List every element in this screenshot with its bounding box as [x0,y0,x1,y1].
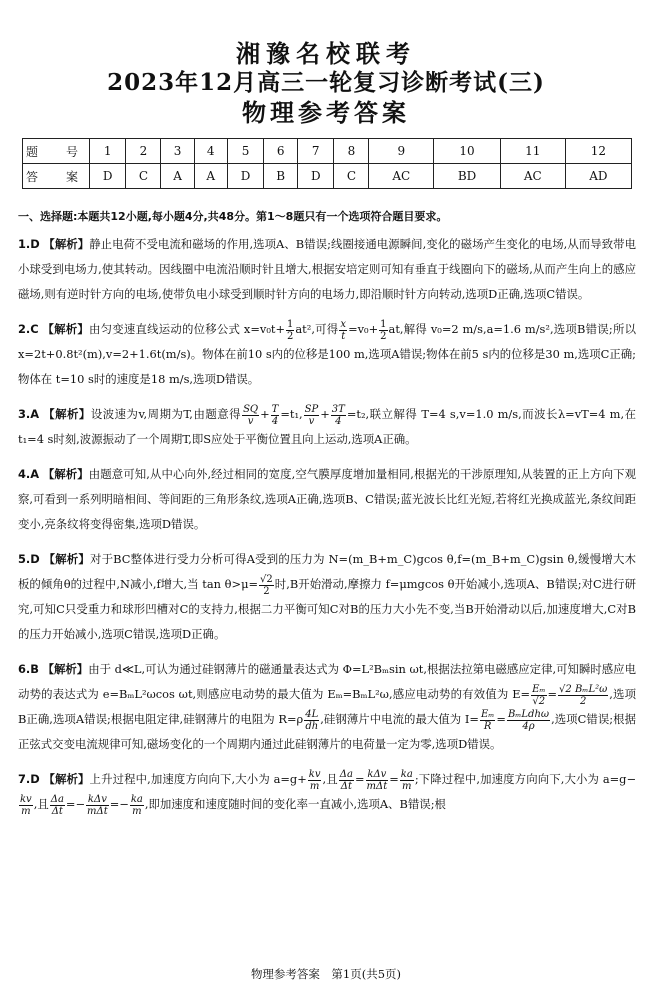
answer-cell: AD [565,164,631,189]
denominator: R [483,720,492,732]
item-number: 5.D [18,552,40,566]
section-heading: 一、选择题:本题共12小题,每小题4分,共48分。第1～8题只有一个选项符合题目要求。 [18,210,448,223]
denominator: Δt [340,780,352,792]
denominator: v [247,415,254,427]
analysis-tag: 【解析】 [42,467,89,481]
analysis-tag: 【解析】 [43,237,90,251]
numerator: x [340,318,347,330]
analysis-tag: 【解析】 [42,662,89,676]
question-number: 6 [264,139,298,164]
item-number: 3.A [18,407,40,421]
numerator: √2 BₘL²ω [559,683,608,695]
item-number: 7.D [18,772,40,786]
solution-text: 由于 d≪L,可认为通过硅钢薄片的磁通量表达式为 Φ=L²Bₘsin ωt,根据法拉第电磁感应定律,可知瞬时感应电动势的表达式为 e=BₘL²ωcos ωt,则感应电动势的最大值为 Eₘ=BₘL²ω,感应电动势的有效值为 E= [18,662,636,701]
item-number: 4.A [18,467,40,481]
numerator: √2 [260,573,273,585]
numerator: 3T [331,403,345,415]
denominator: 4 [271,415,279,427]
denominator: v [308,415,315,427]
denominator: m [402,780,412,792]
question-number: 9 [369,139,434,164]
denominator: t [341,330,346,342]
fraction [379,319,387,342]
fraction [331,404,346,427]
solution-text: = [354,772,365,786]
solution-1 [18,232,636,307]
numerator: kΔv [367,768,387,780]
analysis-tag: 【解析】 [43,772,90,786]
numerator: 1 [287,318,294,330]
solution-text: at²,可得 [295,322,339,336]
solution-4 [18,462,636,537]
numerator: SP [304,403,319,415]
numerator: SQ [243,403,259,415]
denominator: dh [305,720,319,732]
solution-text: =− [109,797,129,811]
fraction [271,404,280,427]
solution-7 [18,767,636,817]
fraction [304,709,319,732]
question-number: 5 [227,139,263,164]
solution-text: =− [65,797,86,811]
solution-text: ,即加速度和速度随时间的变化率一直减小,选项A、B错误;根 [144,797,446,811]
fraction [339,769,354,792]
solution-text: = [547,687,558,701]
question-number: 10 [434,139,501,164]
numerator: Eₘ [480,708,495,720]
solution-3: 3.A 【解析】设波速为v,周期为T,由题意得 $\frac{SQ}{v}$ + $\frac{T}{4}$ =t₁, $\frac{SP}{v}$ + $\frac{3T}{4}$ =t₂,联立解得 T=4 s,v=1.0 m/s,而波长λ=vT=4 m,在 t₁=4 s时刻,波源振动了一个周期T,即S应处于平衡位置且向上运动,选项A正确。 [18,403,637,446]
question-number: 2 [126,139,161,164]
fraction [480,709,495,732]
denominator: mΔt [366,780,388,792]
answer-cell: A [194,164,227,189]
solution-text: 由匀变速直线运动的位移公式 x=v₀t+ [88,322,286,336]
answer-cell: D [90,164,126,189]
denominator: m [132,805,142,817]
denominator: 4 [335,415,342,427]
question-number: 4 [194,139,227,164]
analysis-tag: 【解析】 [42,322,89,336]
solution-text: 时,B开始滑动,摩擦力 f=μmgcos θ开始减小,选项A、B错误;对C进行研究,可知C只受重力和球形凹槽对C的支持力,根据二力平衡可知C对B的压力大小先不变,当B开始滑动以后,加速度增大,C对B的压力开始减小,选项C错误,选项D正确。 [18,577,637,641]
question-row [23,139,632,164]
answer-cell: D [298,164,334,189]
solution-6 [18,657,636,757]
answer-cell: D [227,164,263,189]
fraction [286,319,294,342]
numerator: kv [308,768,321,780]
page-footer: 物理参考答案 第1页(共5页) [250,967,402,981]
denominator: m [21,805,31,817]
fraction [507,709,550,732]
numerator: ka [130,793,143,805]
solution-text: at,解得 v₀=2 m/s,a=1.6 m/s²,选项B错误;所以 x=2t+0.8t²(m),v=2+1.6t(m/s)。物体在前10 s内的位移是100 m,选项A错误;物体在前5 s内的位移是30 m,选项C正确;物体在 t=10 s时的速度是18 m/s,选项D错误。 [18,322,636,386]
answer-row [23,164,632,189]
solution-text: 设波速为v,周期为T,由题意得 [90,407,242,421]
item-number: 2.C [18,322,39,336]
item-number: 1.D [18,237,40,251]
analysis-tag: 【解析】 [43,407,91,421]
solution-2 [18,317,636,392]
denominator: 2 [579,695,587,707]
answer-cell: C [334,164,369,189]
question-number: 12 [565,139,631,164]
numerator: 1 [380,318,387,330]
numerator: Δa [50,793,64,805]
answer-table [22,138,632,189]
answer-cell: BD [434,164,501,189]
fraction [400,769,414,792]
org-title: 湘豫名校联考 [236,39,416,68]
solution-text: = [389,772,399,786]
solution-5 [18,547,636,647]
solution-text: ,硅钢薄片中电流的最大值为 I= [320,712,479,726]
question-number: 7 [298,139,334,164]
answer-cell: B [264,164,298,189]
denominator: √2 [532,695,546,707]
numerator: 4L [305,708,319,720]
fraction [366,769,389,792]
answer-cell: AC [369,164,434,189]
solution-text: ,且 [322,772,338,786]
solution-text: ,选项C错误;根据正弦式交变电流规律可知,磁场变化的一个周期内通过此硅钢薄片的电荷量一定为零,选项D错误。 [18,712,636,751]
fraction [259,574,274,597]
numerator: Eₘ [532,683,546,695]
answer-label: 答 案 [23,164,90,189]
solution-text: =v₀+ [348,322,379,336]
solution-text: =t₂,联立解得 T=4 s,v=1.0 m/s,而波长λ=vT=4 m,在 t₁=4 s时刻,波源振动了一个周期T,即S应处于平衡位置且向上运动,选项A正确。 [18,407,637,446]
item-number: 6.B [18,662,39,676]
solution-text: ;下降过程中,加速度方向向下,大小为 a=g− [414,772,636,786]
numerator: T [271,403,279,415]
denominator: 4ρ [522,720,535,732]
title-block [0,40,652,128]
fraction [19,794,33,817]
answer-cell: AC [500,164,565,189]
answer-cell: A [161,164,194,189]
solution-text: 对于BC整体进行受力分析可得A受到的压力为 N=(m_B+m_C)gcos θ,f=(m_B+m_C)gsin θ,缓慢增大木板的倾角θ的过程中,N减小,f增大,当 tan θ>μ= [18,552,636,591]
numerator: Δa [339,768,353,780]
fraction [86,794,109,817]
solution-text: 静止电荷不受电流和磁场的作用,选项A、B错误;线圈接通电源瞬间,变化的磁场产生变化的电场,从而导致带电小球受到电场力,使其转动。因线圈中电流沿顺时针且增大,根据安培定则可知有垂直于线圈向下的磁场,从而产生向上的感应磁场,则有逆时针方向的电场,使带负电小球受到顺时针方向的电场力,即沿顺时针方向转动,选项D正确,选项C错误。 [18,237,636,301]
numerator: ka [400,768,413,780]
solution-text: 上升过程中,加速度方向向下,大小为 a=g+ [89,772,307,786]
solution-text: = [496,712,506,726]
fraction [339,319,347,342]
question-number: 11 [500,139,565,164]
numerator: kv [20,793,32,805]
denominator: m [309,780,320,792]
denominator: Δt [51,805,63,817]
fraction [130,794,144,817]
fraction [531,684,546,707]
fraction [308,769,322,792]
answer-cell: C [126,164,161,189]
denominator: 2 [263,585,270,597]
numerator: kΔv [87,793,107,805]
solution-text: ,选项B正确,选项A错误;根据电阻定律,硅钢薄片的电阻为 R=ρ [18,687,636,726]
solution-text: 由题意可知,从中心向外,经过相同的宽度,空气膜厚度增加量相同,根据光的干涉原理知,从装置的正上方向下观察,可看到一系列明暗相间、等间距的三角形条纹,选项A正确,选项B、C错误;蓝光波长比红光短,若将红光换成蓝光,条纹间距变小,亮条纹将变得密集,选项D错误。 [18,467,637,531]
solutions [18,204,636,827]
numerator: BₘLdhω [507,708,550,720]
solution-text: =t₁, [280,407,303,421]
fraction [304,404,320,427]
denominator: 2 [380,330,387,342]
exam-title: 2023年12月高三一轮复习诊断考试(三) [107,69,545,96]
fraction [558,684,608,707]
question-label: 题 号 [23,139,90,164]
question-number: 8 [334,139,369,164]
solution-text: ,且 [33,797,49,811]
doc-title: 物理参考答案 [242,98,410,127]
denominator: mΔt [87,805,108,817]
fraction [50,794,65,817]
fraction [242,404,259,427]
question-number: 3 [161,139,194,164]
question-number: 1 [90,139,126,164]
analysis-tag: 【解析】 [43,552,90,566]
denominator: 2 [287,330,294,342]
